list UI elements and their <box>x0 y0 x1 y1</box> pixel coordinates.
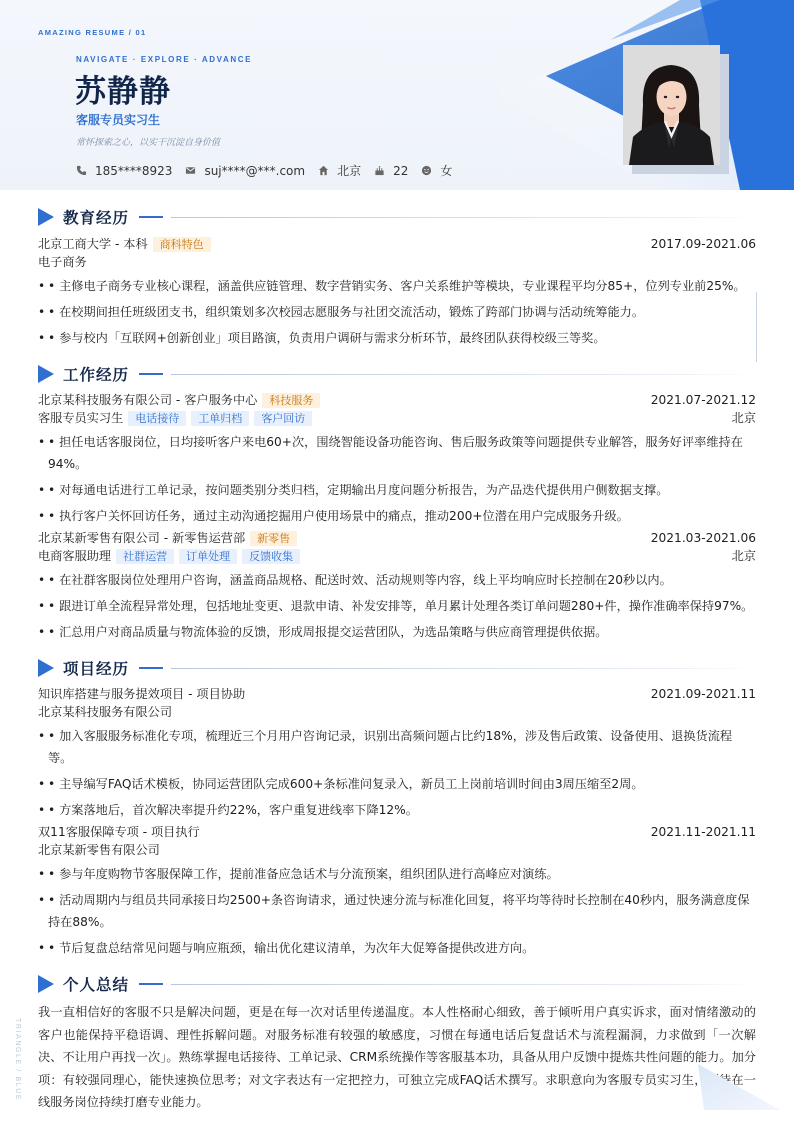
email-text: suj****@***.com <box>204 163 306 178</box>
work-bullets <box>38 569 756 643</box>
cake-icon <box>374 165 385 176</box>
section-heading: 项目经历 <box>63 660 130 678</box>
section-work-title <box>38 357 756 391</box>
education-major: 电子商务 <box>38 255 87 269</box>
work-date: 2021.07-2021.12 <box>650 393 756 407</box>
skill-tag: 电话接待 <box>128 411 186 426</box>
project-entry <box>38 823 756 959</box>
profile-photo <box>623 45 720 165</box>
list-item: • • 汇总用户对商品质量与物流体验的反馈，形成周报提交运营团队，为选品策略与供应商管理提供依据。 <box>38 621 756 643</box>
work-date: 2021.03-2021.06 <box>650 531 756 545</box>
work-position-row <box>38 409 756 427</box>
resume-sub-tag: NAVIGATE · EXPLORE · ADVANCE <box>76 55 253 64</box>
education-date: 2017.09-2021.06 <box>650 237 756 251</box>
portrait-illustration <box>623 45 720 165</box>
project-date: 2021.09-2021.11 <box>650 687 756 701</box>
resume-body <box>38 200 756 1114</box>
work-entry <box>38 529 756 643</box>
project-title: 双11客服保障专项 - 项目执行 <box>38 825 200 839</box>
list-item: • • 参与年度购物节客服保障工作，提前准备应急话术与分流预案，组织团队进行高峰应对演练。 <box>38 863 756 885</box>
triangle-bullet-icon <box>38 659 54 677</box>
mail-icon <box>185 165 196 176</box>
side-vertical-label: TRIANGLE / BLUE <box>14 1018 21 1102</box>
project-bullets <box>38 863 756 959</box>
list-item: • • 跟进订单全流程异常处理，包括地址变更、退款申请、补发安排等，单月累计处理各类订单问题280+件，操作准确率保持97%。 <box>38 595 756 617</box>
contact-city <box>318 162 361 179</box>
section-dash <box>139 216 163 218</box>
list-item: • • 节后复盘总结常见问题与响应瓶颈，输出优化建议清单，为次年大促筹备提供改进方向。 <box>38 937 756 959</box>
work-header-row <box>38 529 756 547</box>
section-divider <box>171 984 756 985</box>
skill-tag: 工单归档 <box>191 411 249 426</box>
list-item: • • 主修电子商务专业核心课程，涵盖供应链管理、数字营销实务、客户关系维护等模块，专业课程平均分85+，位列专业前25%。 <box>38 275 756 297</box>
side-vertical-rule <box>756 292 757 362</box>
section-divider <box>171 217 756 218</box>
school-name: 北京工商大学 - 本科 <box>38 237 148 251</box>
list-item: • • 对每通电话进行工单记录，按问题类别分类归档，定期输出月度问题分析报告，为产品迭代提供用户侧数据支撑。 <box>38 479 756 501</box>
footer-triangle-decoration <box>690 1058 794 1123</box>
contact-gender <box>421 162 452 179</box>
list-item: • • 方案落地后，首次解决率提升约22%，客户重复进线率下降12%。 <box>38 799 756 821</box>
work-position-row <box>38 547 756 565</box>
work-location: 北京 <box>731 411 756 425</box>
resume-header <box>0 0 794 190</box>
list-item: • • 活动周期内与组员共同承接日均2500+条咨询请求，通过快速分流与标准化回复，将平均等待时长控制在40秒内，服务满意度保持在88%。 <box>38 889 756 933</box>
position-title: 客服专员实习生 <box>38 411 124 425</box>
list-item: • • 加入客服服务标准化专项，梳理近三个月用户咨询记录，识别出高频问题占比约18%，涉及售后政策、设备使用、退换货流程等。 <box>38 725 756 769</box>
skill-tag: 订单处理 <box>179 549 237 564</box>
project-org: 北京某新零售有限公司 <box>38 843 160 857</box>
project-bullets <box>38 725 756 821</box>
company-tag: 科技服务 <box>262 393 320 408</box>
phone-icon <box>76 165 87 176</box>
education-header-row <box>38 235 756 253</box>
phone-text: 185****8923 <box>95 163 173 178</box>
company-name: 北京某科技服务有限公司 - 客户服务中心 <box>38 393 258 407</box>
project-header-row <box>38 685 756 703</box>
list-item: • • 参与校内「互联网+创新创业」项目路演，负责用户调研与需求分析环节，最终团队获得校级三等奖。 <box>38 327 756 349</box>
triangle-bullet-icon <box>38 365 54 383</box>
work-location: 北京 <box>731 549 756 563</box>
education-bullets <box>38 275 756 349</box>
section-education-title <box>38 200 756 234</box>
section-divider <box>171 374 756 375</box>
contact-phone <box>76 164 172 178</box>
project-entry <box>38 685 756 821</box>
triangle-bullet-icon <box>38 975 54 993</box>
list-item: • • 在社群客服岗位处理用户咨询，涵盖商品规格、配送时效、活动规则等内容，线上平均响应时长控制在20秒以内。 <box>38 569 756 591</box>
work-header-row <box>38 391 756 409</box>
project-header-row <box>38 823 756 841</box>
section-dash <box>139 983 163 985</box>
section-heading: 工作经历 <box>63 366 130 384</box>
work-entry <box>38 391 756 527</box>
summary-paragraph: 我一直相信好的客服不只是解决问题，更是在每一次对话里传递温度。本人性格耐心细致，善于倾听用户真实诉求，面对情绪激动的客户也能保持平稳语调、理性拆解问题。对服务标准有较强的敏感度，习惯在每通电话后复盘话术与流程漏洞，力求做到「一次解决、不让用户再找一次」。熟练掌握电话接待、工单记录、CRM系统操作等客服基本功，具备从用户反馈中提炼共性问题的能力。加分项：有较强同理心，能快速换位思考；对文字表达有一定把控力，可独立完成FAQ话术撰写。求职意向为客服专员实习生，期待在一线服务岗位持续打磨专业能力。 <box>38 1005 756 1109</box>
contact-email <box>185 164 305 178</box>
position-title: 电商客服助理 <box>38 549 112 563</box>
triangle-bullet-icon <box>38 208 54 226</box>
section-divider <box>171 668 756 669</box>
skill-tag: 反馈收集 <box>242 549 300 564</box>
city-text: 北京 <box>337 164 362 178</box>
gender-text: 女 <box>440 164 453 178</box>
home-icon <box>318 165 329 176</box>
company-name: 北京某新零售有限公司 - 新零售运营部 <box>38 531 246 545</box>
section-heading: 个人总结 <box>63 976 130 994</box>
project-title: 知识库搭建与服务提效项目 - 项目协助 <box>38 687 246 701</box>
section-dash <box>139 373 163 375</box>
contact-age <box>374 164 408 178</box>
project-org: 北京某科技服务有限公司 <box>38 705 173 719</box>
candidate-motto: 常怀探索之心，以实干沉淀自身价值 <box>76 138 221 148</box>
skill-tag: 社群运营 <box>116 549 174 564</box>
section-heading: 教育经历 <box>63 209 130 227</box>
contact-bar <box>76 162 465 179</box>
skill-tag: 客户回访 <box>254 411 312 426</box>
project-date: 2021.11-2021.11 <box>650 825 756 839</box>
section-summary-title <box>38 967 756 1001</box>
section-project-title <box>38 651 756 685</box>
school-tag: 商科特色 <box>153 237 211 252</box>
list-item: • • 执行客户关怀回访任务，通过主动沟通挖掘用户使用场景中的痛点，推动200+位潜在用户完成服务升级。 <box>38 505 756 527</box>
list-item: • • 主导编写FAQ话术模板，协同运营团队完成600+条标准问复录入，新员工上岗前培训时间由3周压缩至2周。 <box>38 773 756 795</box>
work-bullets <box>38 431 756 527</box>
company-tag: 新零售 <box>250 531 297 546</box>
candidate-name: 苏静静 <box>75 74 171 110</box>
face-icon <box>421 165 432 176</box>
age-text: 22 <box>393 163 409 178</box>
list-item: • • 在校期间担任班级团支书，组织策划多次校园志愿服务与社团交流活动，锻炼了跨部门协调与活动统筹能力。 <box>38 301 756 323</box>
section-dash <box>139 667 163 669</box>
list-item: • • 担任电话客服岗位，日均接听客户来电60+次，围绕智能设备功能咨询、售后服务政策等问题提供专业解答，服务好评率维持在94%。 <box>38 431 756 475</box>
candidate-role: 客服专员实习生 <box>76 113 161 127</box>
resume-top-tag: AMAZING RESUME / 01 <box>38 28 147 37</box>
